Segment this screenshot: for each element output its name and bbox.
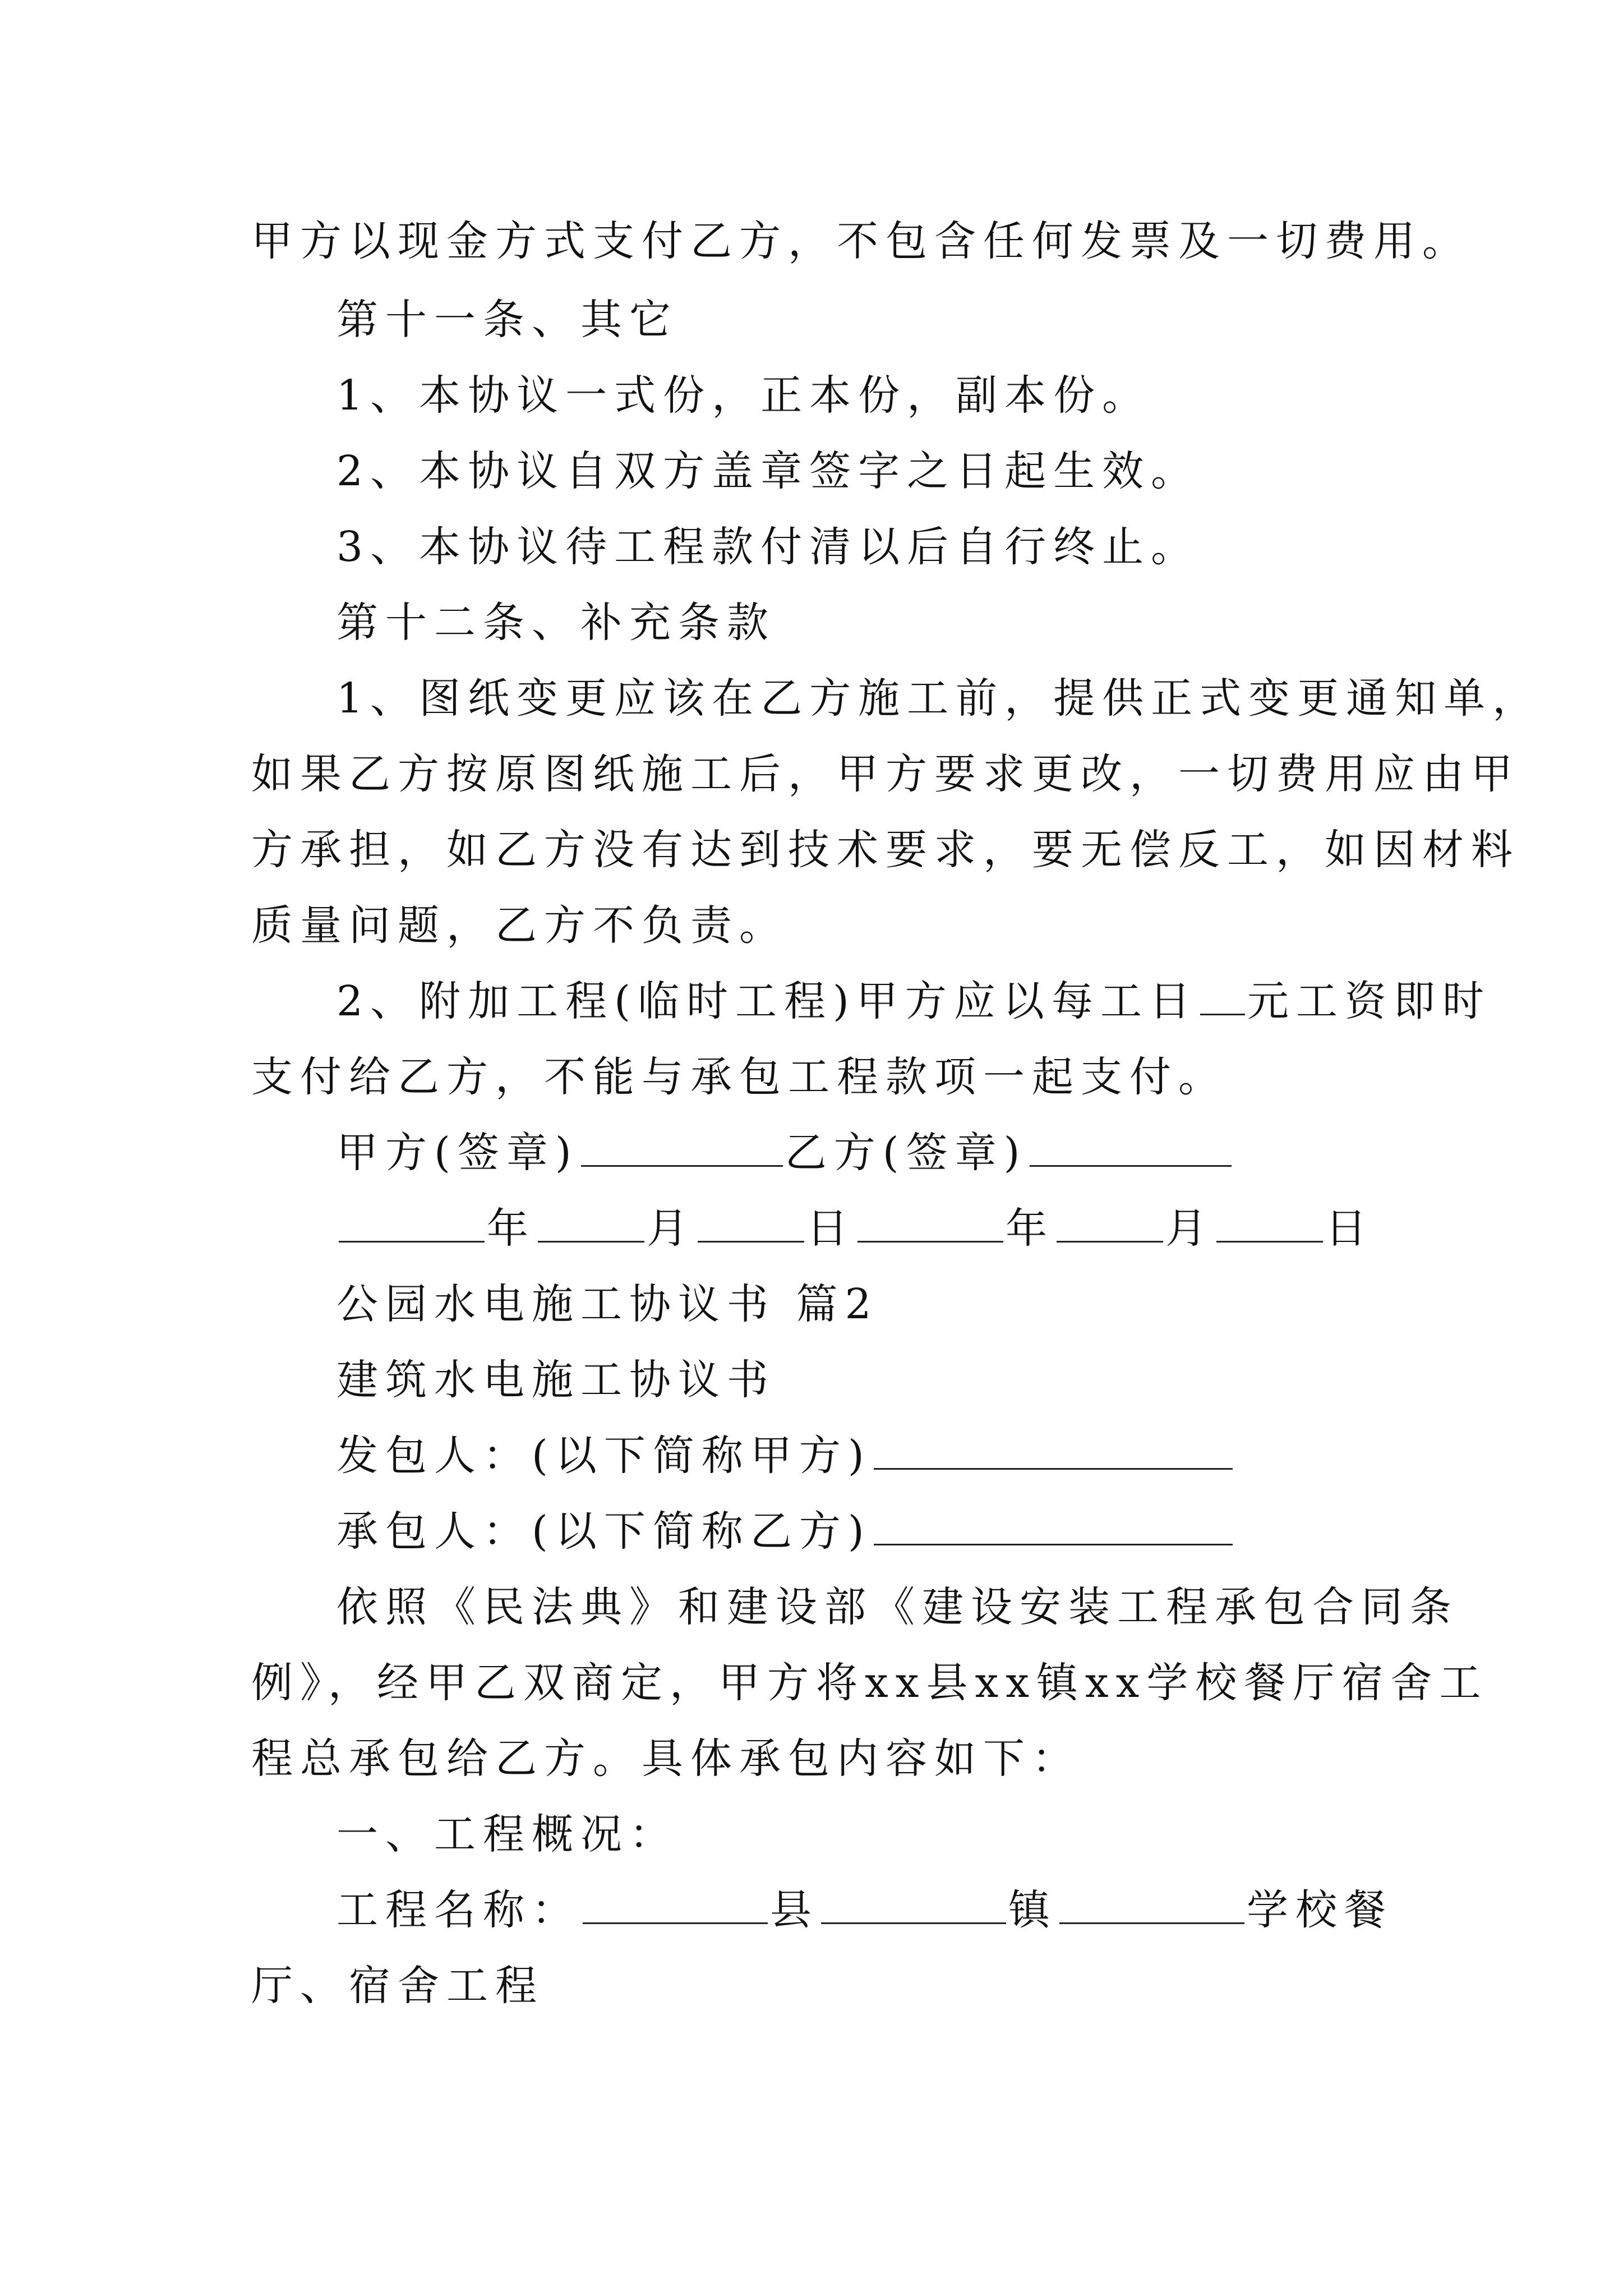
fill-blank [1057,1206,1163,1243]
fill-blank [581,1130,783,1167]
fill-blank [1216,1206,1323,1243]
fill-blank [1059,1888,1244,1924]
section-title: 公园水电施工协议书 篇2 [336,1280,879,1328]
paragraph-line: 依照《民法典》和建设部《建设安装工程承包合同条 [336,1583,1459,1631]
paragraph-line: 1、图纸变更应该在乙方施工前，提供正式变更通知单， [336,674,1542,723]
section-heading: 一、工程概况： [336,1810,678,1858]
fill-blank [1200,979,1245,1015]
party-line: 承包人：(以下简称乙方) [336,1503,1235,1559]
paragraph-line: 如果乙方按原图纸施工后，甲方要求更改，一切费用应由甲 [251,750,1520,798]
section-heading: 第十一条、其它 [336,296,678,344]
paragraph-line: 程总承包给乙方。具体承包内容如下： [251,1734,1081,1783]
fill-blank [583,1888,768,1924]
paragraph-line: 例》，经甲乙双商定，甲方将xx县xx镇xx学校餐厅宿舍工 [251,1659,1488,1707]
party-line: 发包人：(以下简称甲方) [336,1428,1235,1484]
paragraph-line: 质量问题，乙方不负责。 [251,901,788,950]
paragraph-line: 1、本协议一式份，正本份，副本份。 [336,371,1151,420]
fill-blank [821,1888,1006,1924]
fill-blank [857,1206,1003,1243]
paragraph-line: 工程名称： 县 镇 学校餐 [336,1886,1393,1934]
paragraph-line: 2、附加工程(临时工程)甲方应以每工日 元工资即时 [336,977,1491,1025]
paragraph-line: 2、本协议自双方盖章签字之日起生效。 [336,447,1200,495]
fill-blank [874,1509,1233,1545]
fill-blank [538,1206,644,1243]
fill-blank [1030,1130,1232,1167]
paragraph-line: 甲方以现金方式支付乙方，不包含任何发票及一切费用。 [251,217,1471,265]
signature-line: 甲方(签章) 乙方(签章) [336,1125,1234,1181]
fill-blank [698,1206,804,1243]
paragraph-line: 3、本协议待工程款付清以后自行终止。 [336,523,1200,571]
document-title: 建筑水电施工协议书 [336,1356,776,1404]
paragraph-line: 支付给乙方，不能与承包工程款项一起支付。 [251,1053,1227,1101]
fill-blank [339,1206,485,1243]
fill-blank [874,1433,1233,1470]
section-heading: 第十二条、补充条款 [336,599,776,647]
date-line: 年 月 日 年 月 日 [336,1200,1374,1257]
paragraph-line: 方承担，如乙方没有达到技术要求，要无偿反工，如因材料 [251,826,1520,874]
paragraph-line: 厅、宿舍工程 [251,1962,544,2010]
